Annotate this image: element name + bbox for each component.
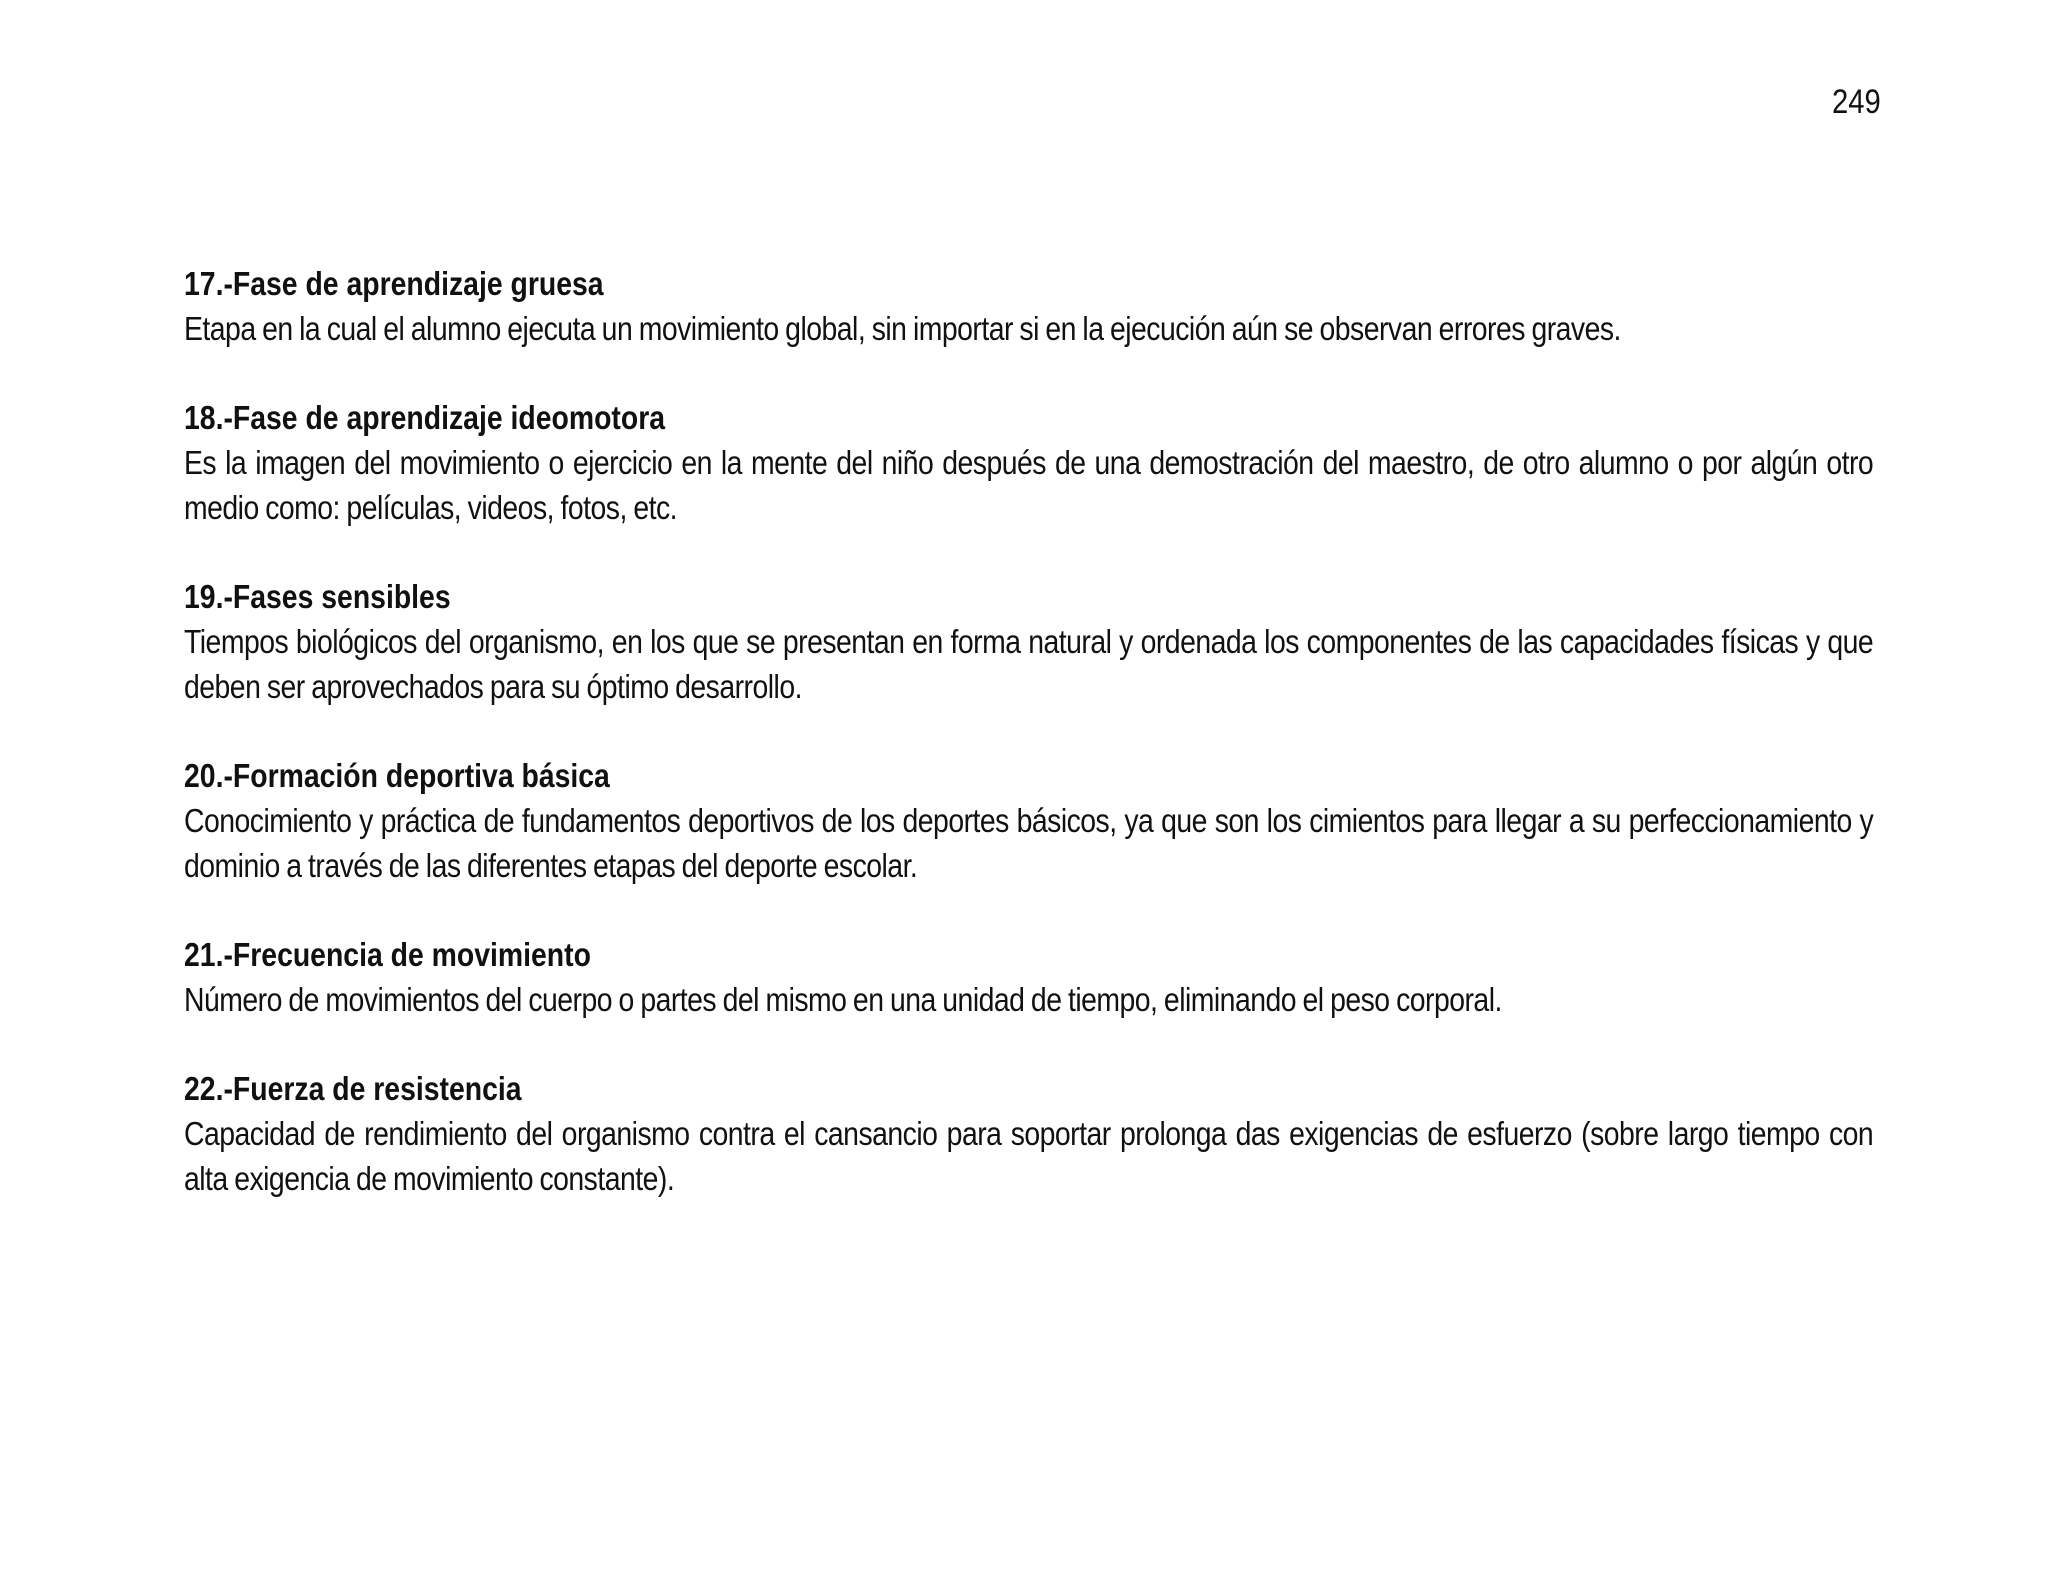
glossary-entry-wrapper <box>184 754 1873 888</box>
entry-term: 22.-Fuerza de resistencia <box>184 1070 522 1107</box>
glossary-entry-22 <box>184 1067 1874 1201</box>
entry-definition: Conocimiento y práctica de fundamentos deportivos de los deportes básicos, ya que son los cimientos para llegar a su perfeccionamiento y dominio a través de las diferentes etapas del deporte escolar. <box>184 802 1874 884</box>
entry-term: 18.-Fase de aprendizaje ideomotora <box>184 399 666 436</box>
entry-term: 21.-Frecuencia de movimiento <box>184 936 591 973</box>
glossary-entry-wrapper <box>184 1067 1873 1201</box>
glossary-entry-wrapper <box>184 933 1873 1022</box>
entry-definition: Capacidad de rendimiento del organismo contra el cansancio para soportar prolonga das exigencias de esfuerzo (sobre largo tiempo con alta exigencia de movimiento constante). <box>184 1115 1874 1197</box>
page-number: 249 <box>1832 83 1881 121</box>
entry-term: 17.-Fase de aprendizaje gruesa <box>184 265 604 302</box>
glossary-entry-wrapper <box>184 396 1873 530</box>
entry-definition: Es la imagen del movimiento o ejercicio en la mente del niño después de una demostración del maestro, de otro alumno o por algún otro medio como: películas, videos, fotos, etc. <box>184 444 1874 526</box>
glossary-entry-18 <box>184 396 1874 530</box>
glossary-entry-21 <box>184 933 1870 1022</box>
entry-term: 20.-Formación deportiva básica <box>184 757 610 794</box>
glossary-entry-19 <box>184 575 1874 709</box>
glossary-entry-wrapper <box>184 575 1873 709</box>
glossary-entry-20 <box>184 754 1874 888</box>
glossary-content <box>184 262 1874 1246</box>
entry-definition: Número de movimientos del cuerpo o partes del mismo en una unidad de tiempo, eliminando el peso corporal. <box>184 981 1502 1018</box>
entry-definition: Etapa en la cual el alumno ejecuta un movimiento global, sin importar si en la ejecución aún se observan errores graves. <box>184 310 1621 347</box>
entry-definition: Tiempos biológicos del organismo, en los que se presentan en forma natural y ordenada los componentes de las capacidades físicas y que deben ser aprovechados para su óptimo desarrollo. <box>184 623 1874 705</box>
glossary-entry-wrapper <box>184 262 1873 351</box>
glossary-entry-17 <box>184 262 1870 351</box>
entry-term: 19.-Fases sensibles <box>184 578 451 615</box>
